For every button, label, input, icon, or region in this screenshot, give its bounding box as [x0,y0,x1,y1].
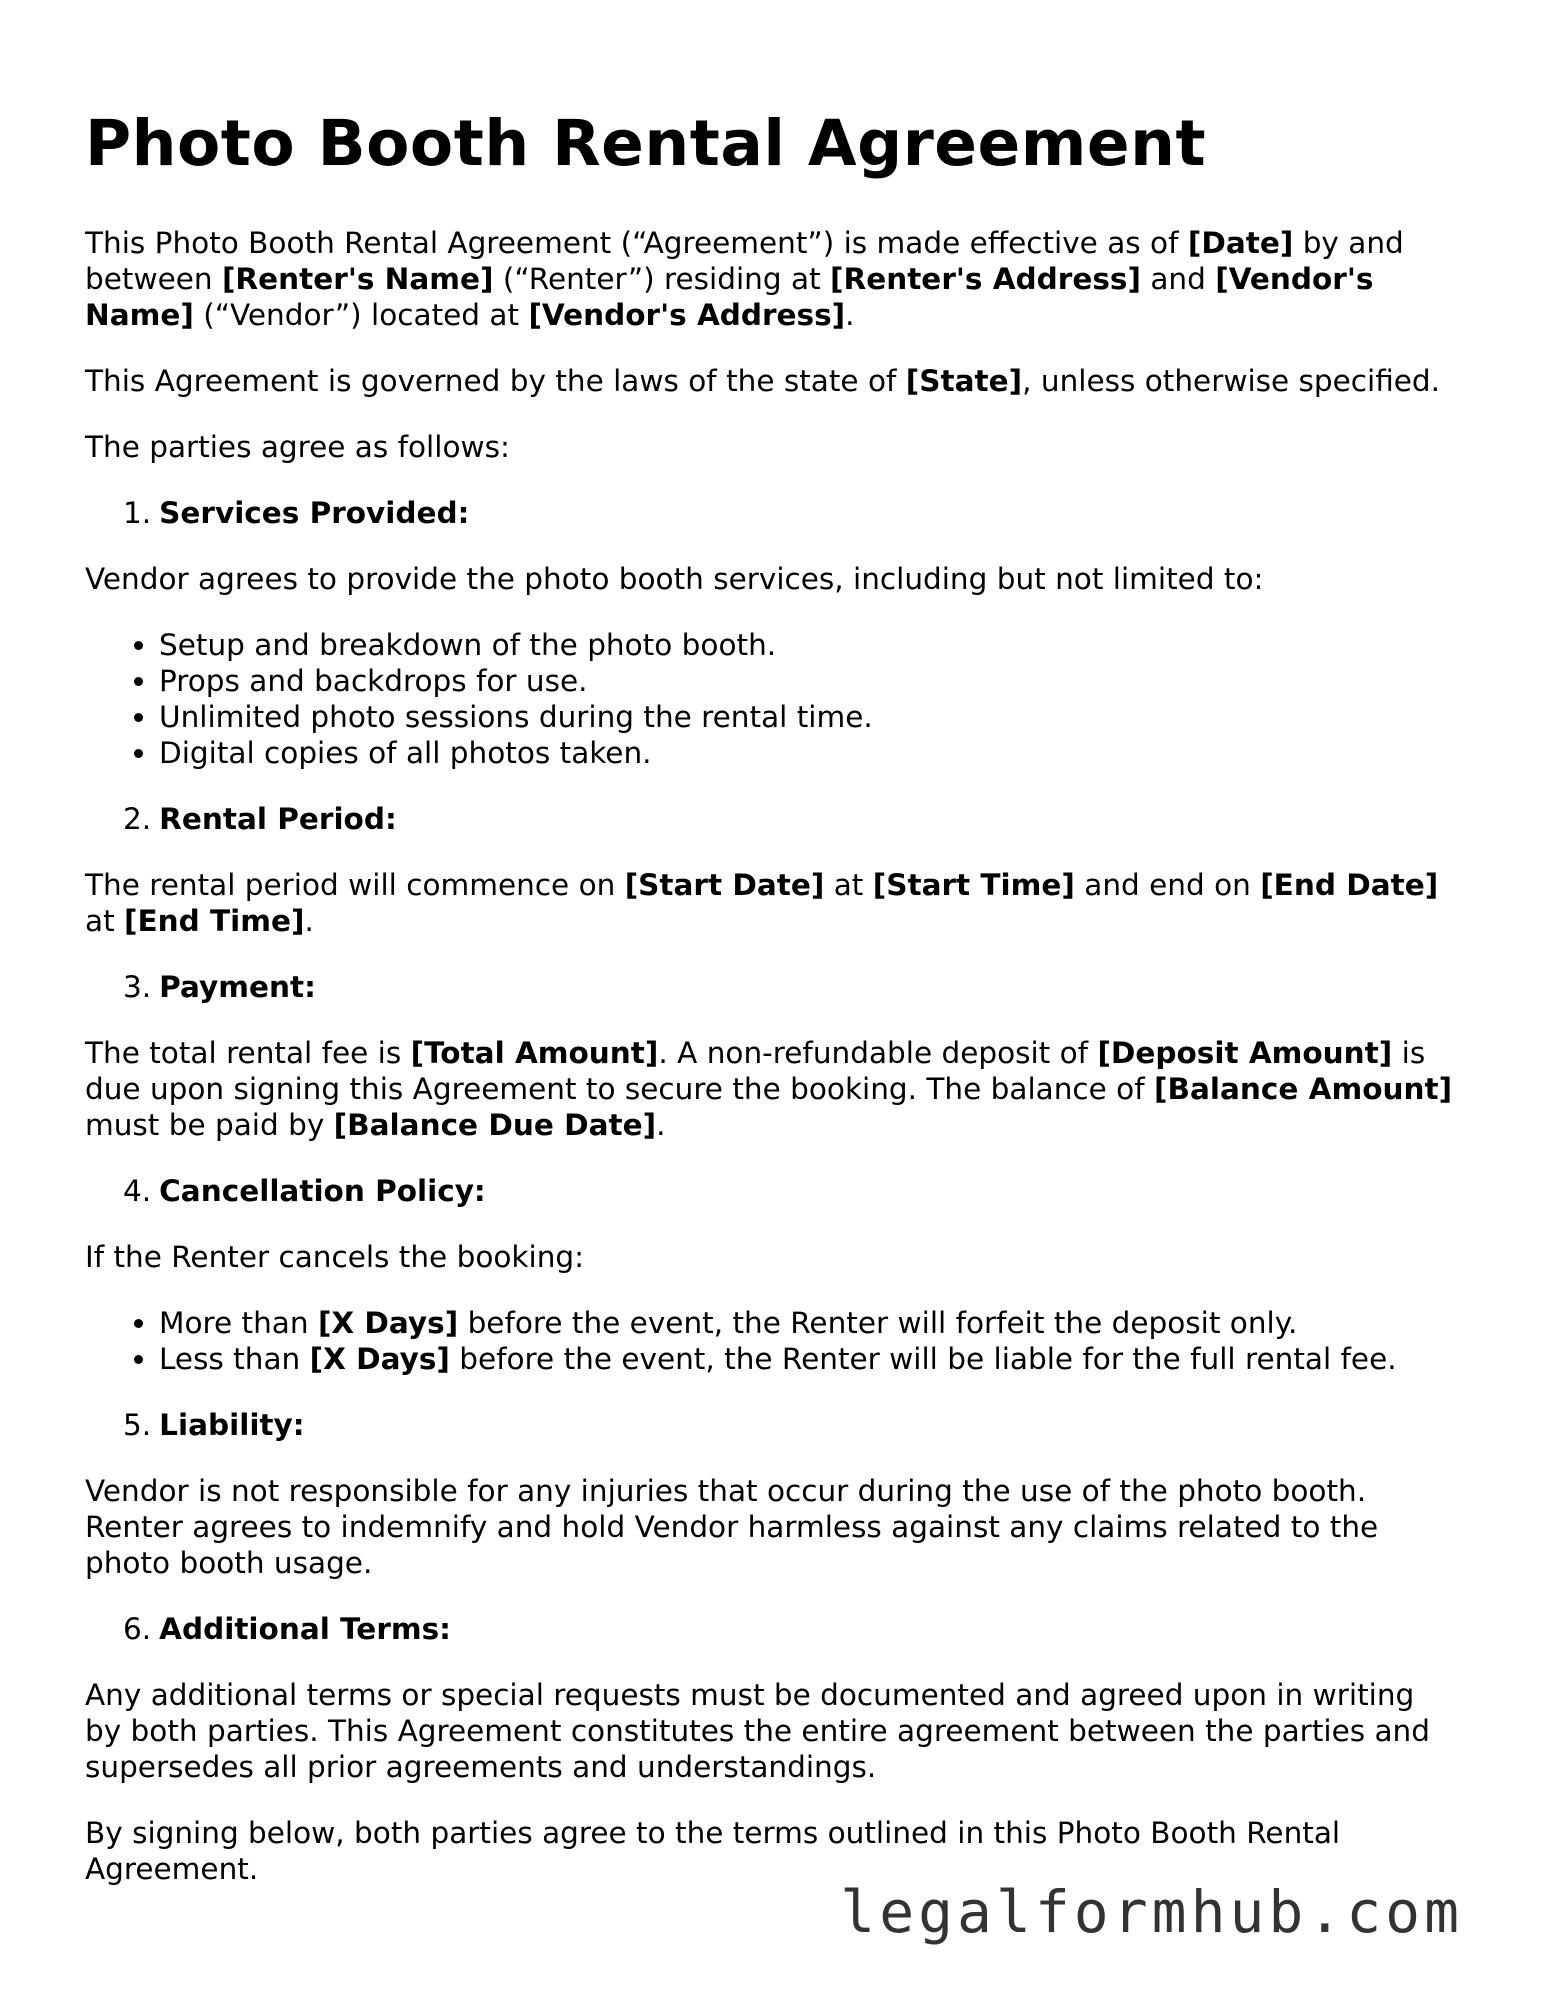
date-placeholder: [Date] [1187,226,1294,260]
cancellation-text: before the event, the Renter will be liable for the full rental fee. [449,1342,1397,1376]
intro-text: and [1140,262,1216,296]
intro-text: by and between [85,226,1404,296]
list-item: • Setup and breakdown of the photo booth. [159,627,1455,663]
section-number: 6. [123,1612,152,1646]
document-page [85,105,1455,1917]
renter-name-placeholder: [Renter's Name] [221,262,494,296]
payment-text: must be paid by [85,1108,334,1142]
rental-text: . [304,904,314,938]
list-item: • Props and backdrops for use. [159,663,1455,699]
liability-paragraph: Vendor is not responsible for any injuries that occur during the use of the photo booth. Renter agrees to indemnify and hold Vendor harmless against any claims related to the photo booth usage. [85,1474,1379,1580]
section-title: Liability: [159,1408,305,1442]
section-title: Rental Period: [159,802,397,836]
rental-period-paragraph [85,867,1455,939]
rental-text: at [824,868,873,902]
section-heading-liability [85,1407,1455,1443]
section-title: Payment: [159,970,316,1004]
section-title: Services Provided: [159,496,470,530]
payment-text: is due upon signing this Agreement to secure the booking. The balance of [85,1036,1426,1106]
end-time-placeholder: [End Time] [124,904,305,938]
payment-text: The total rental fee is [85,1036,411,1070]
list-item: • Digital copies of all photos taken. [159,735,1455,771]
section-heading-cancellation [85,1173,1455,1209]
intro-text: (“Vendor”) located at [193,298,529,332]
intro-text: . [845,298,855,332]
section-number: 4. [123,1174,152,1208]
list-item [159,1305,1455,1341]
section-number: 3. [123,970,152,1004]
governing-law-paragraph [85,363,1455,399]
section-title: Additional Terms: [159,1612,451,1646]
services-intro: Vendor agrees to provide the photo booth services, including but not limited to: [85,562,1264,596]
cancellation-text: More than [159,1306,318,1340]
governing-text: , unless otherwise specified. [1022,364,1441,398]
start-time-placeholder: [Start Time] [872,868,1075,902]
vendor-address-placeholder: [Vendor's Address] [528,298,846,332]
intro-text: (“Renter”) residing at [493,262,830,296]
payment-text: . A non-refundable deposit of [658,1036,1098,1070]
vendor-name-placeholder: [Vendor's Name] [85,262,1374,332]
intro-text: This Photo Booth Rental Agreement (“Agreement”) is made effective as of [85,226,1188,260]
end-date-placeholder: [End Date] [1260,868,1439,902]
section-number: 1. [123,496,152,530]
rental-text: and end on [1074,868,1261,902]
closing-paragraph: By signing below, both parties agree to the terms outlined in this Photo Booth Rental Agreement. [85,1816,1341,1886]
governing-text: This Agreement is governed by the laws of the state of [85,364,906,398]
section-heading-payment [85,969,1455,1005]
renter-address-placeholder: [Renter's Address] [830,262,1141,296]
days-placeholder: [X Days] [317,1306,459,1340]
cancellation-text: Less than [159,1342,310,1376]
days-placeholder: [X Days] [309,1342,450,1376]
services-list [85,627,1455,771]
payment-paragraph [85,1035,1455,1143]
additional-terms-paragraph: Any additional terms or special requests must be documented and agreed upon in writing by both parties. This Agreement constitutes the entire agreement between the parties and supersedes all prior agreements and understandings. [85,1678,1430,1784]
intro-paragraph [85,225,1455,333]
start-date-placeholder: [Start Date] [624,868,825,902]
state-placeholder: [State] [905,364,1023,398]
parties-agree-paragraph: The parties agree as follows: [85,430,510,464]
section-heading-rental-period [85,801,1455,837]
rental-text: The rental period will commence on [85,868,625,902]
rental-text: at [85,904,125,938]
balance-amount-placeholder: [Balance Amount] [1153,1072,1453,1106]
deposit-amount-placeholder: [Deposit Amount] [1097,1036,1393,1070]
total-amount-placeholder: [Total Amount] [410,1036,659,1070]
page-title: Photo Booth Rental Agreement [85,107,1207,180]
list-item [159,1341,1455,1377]
cancellation-intro: If the Renter cancels the booking: [85,1240,585,1274]
section-number: 5. [123,1408,152,1442]
section-title: Cancellation Policy: [159,1174,486,1208]
section-heading-additional-terms [85,1611,1455,1647]
section-heading-services [85,495,1455,531]
balance-due-date-placeholder: [Balance Due Date] [333,1108,657,1142]
cancellation-list [85,1305,1455,1377]
payment-text: . [656,1108,666,1142]
watermark: legalformhub.com [840,1878,1463,1946]
list-item: • Unlimited photo sessions during the rental time. [159,699,1455,735]
cancellation-text: before the event, the Renter will forfeit the deposit only. [458,1306,1298,1340]
section-number: 2. [123,802,152,836]
